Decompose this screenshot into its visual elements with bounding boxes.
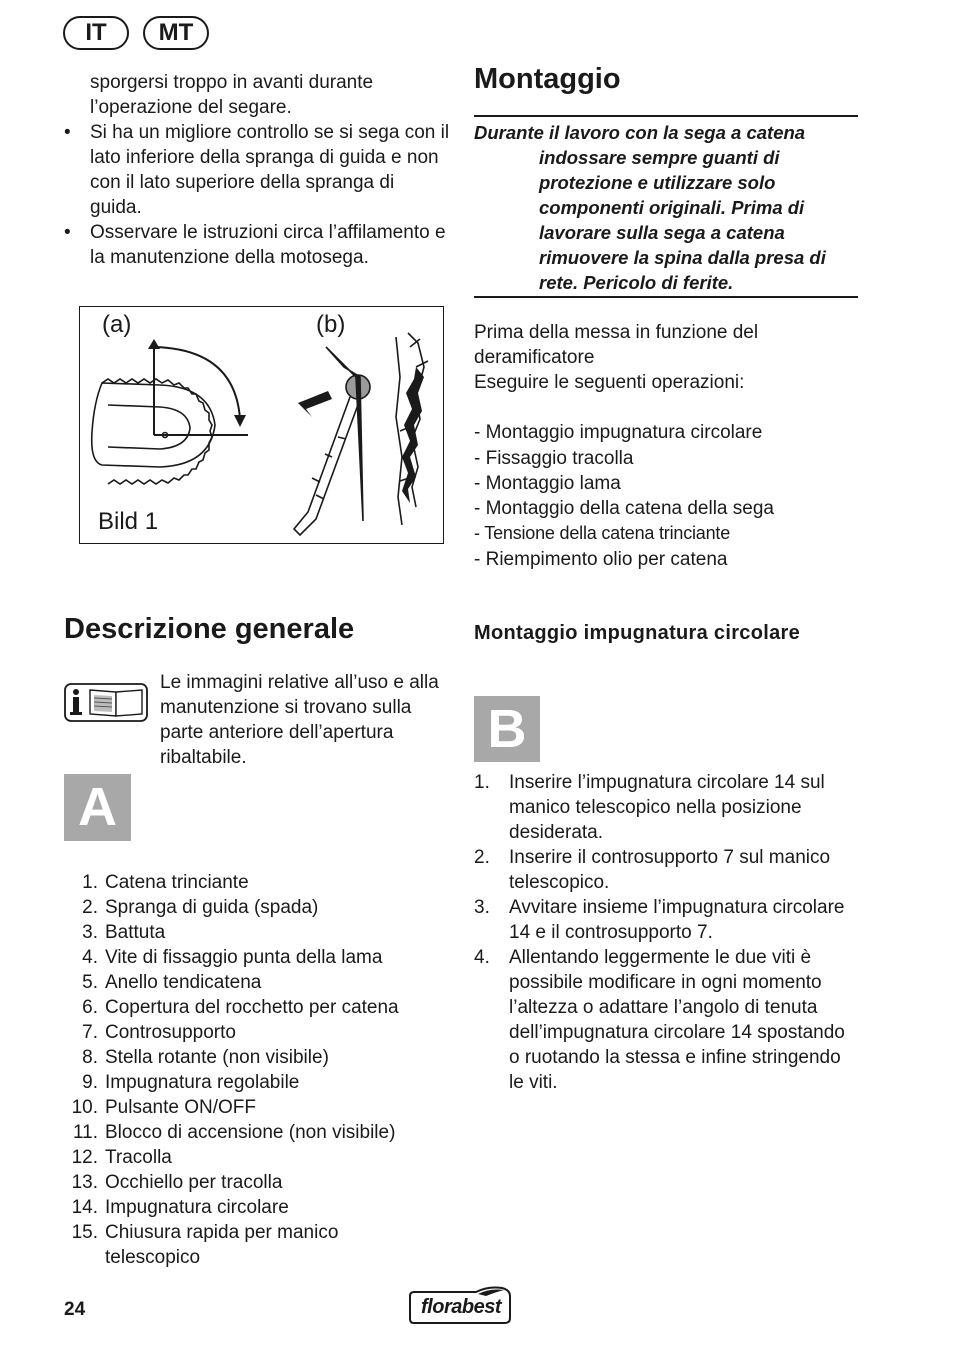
list-item: 2. Inserire il controsupporto 7 sul manico telescopico.: [474, 847, 831, 893]
list-item: 15. Chiusura rapida per manico telescopico: [71, 1222, 339, 1268]
list-item: 4. Allentando leggermente le due viti è possibile modificare in ogni momento l’altezza o adattare l’angolo di tenuta dell’impugnatura circolare 14 spostando o ruotando la stessa e infine stringendo le viti.: [474, 947, 845, 1093]
figure-bild-1: [79, 306, 444, 544]
list-item: 9. Impugnatura regolabile: [82, 1072, 300, 1093]
list-item: 7. Controsupporto: [82, 1022, 236, 1043]
divider-bottom: [474, 296, 858, 298]
steps-list: [474, 770, 858, 1095]
continuation-text: sporgersi troppo in avanti durante l’operazione del segare.: [90, 72, 374, 118]
list-item: - Montaggio impugnatura circolare: [474, 422, 763, 443]
list-item: 10. Pulsante ON/OFF: [71, 1097, 256, 1118]
parts-list: [64, 870, 454, 1270]
list-item: 13. Occhiello per tracolla: [71, 1172, 283, 1193]
figure-caption: Bild 1: [98, 508, 159, 535]
list-item: 14. Impugnatura circolare: [71, 1197, 289, 1218]
operations-list: [474, 420, 858, 572]
warning-text: indossare sempre guanti di protezione e utilizzare solo componenti originali. Prima di lavorare sulla sega a catena rimuovere la spina dalla presa di rete. Pericolo di ferite.: [539, 147, 826, 293]
bullet-item: • Si ha un migliore controllo se si sega con il lato inferiore della spranga di guida e non con il lato superiore della spranga di guida.: [64, 120, 450, 220]
list-item: 1. Catena trinciante: [82, 872, 249, 893]
subsection-title: Montaggio impugnatura circolare: [474, 622, 800, 644]
section-title-montaggio: Montaggio: [474, 63, 621, 95]
manual-info-icon: [64, 680, 148, 724]
brand-logo-text: florabest: [421, 1296, 501, 1318]
section-title-descrizione: Descrizione generale: [64, 613, 355, 645]
language-badge-mt: MT: [143, 16, 209, 50]
list-item: - Riempimento olio per catena: [474, 549, 728, 570]
florabest-logo: [406, 1286, 516, 1326]
bullet-item: • Osservare le istruzioni circa l’affilamento e la manutenzione della motosega.: [64, 220, 450, 270]
divider-top: [474, 115, 858, 117]
list-item: 3. Battuta: [82, 922, 166, 943]
intro-text-2: Eseguire le seguenti operazioni:: [474, 372, 745, 393]
list-item: - Tensione della catena trinciante: [474, 523, 731, 543]
list-item: 11. Blocco di accensione (non visibile): [72, 1122, 396, 1143]
intro-text-1: Prima della messa in funzione del deramificatore: [474, 322, 759, 368]
figure-label-b: (b): [316, 311, 346, 338]
figure-label-a: (a): [102, 311, 132, 338]
safety-bullets: [64, 120, 450, 270]
list-item: 4. Vite di fissaggio punta della lama: [82, 947, 383, 968]
list-item: 1. Inserire l’impugnatura circolare 14 sul manico telescopico nella posizione desiderata.: [474, 772, 825, 843]
figure-ref-b: B: [474, 696, 540, 762]
warning-box: [474, 120, 858, 295]
list-item: 5. Anello tendicatena: [82, 972, 262, 993]
list-item: - Fissaggio tracolla: [474, 448, 634, 469]
figure-ref-a: A: [64, 774, 131, 841]
list-item: - Montaggio lama: [474, 473, 621, 494]
list-item: 12. Tracolla: [71, 1147, 172, 1168]
list-item: - Montaggio della catena della sega: [474, 498, 774, 519]
list-item: 8. Stella rotante (non visibile): [82, 1047, 329, 1068]
page-number: 24: [64, 1299, 86, 1320]
language-badge-it: IT: [63, 16, 129, 50]
warning-lead: Durante il lavoro con la sega a catena: [474, 122, 806, 143]
list-item: 3. Avvitare insieme l’impugnatura circolare 14 e il controsupporto 7.: [474, 897, 845, 943]
info-text: Le immagini relative all’uso e alla manutenzione si trovano sulla parte anteriore dell’apertura ribaltabile.: [160, 672, 439, 768]
list-item: 6. Copertura del rocchetto per catena: [82, 997, 399, 1018]
list-item: 2. Spranga di guida (spada): [82, 897, 319, 918]
